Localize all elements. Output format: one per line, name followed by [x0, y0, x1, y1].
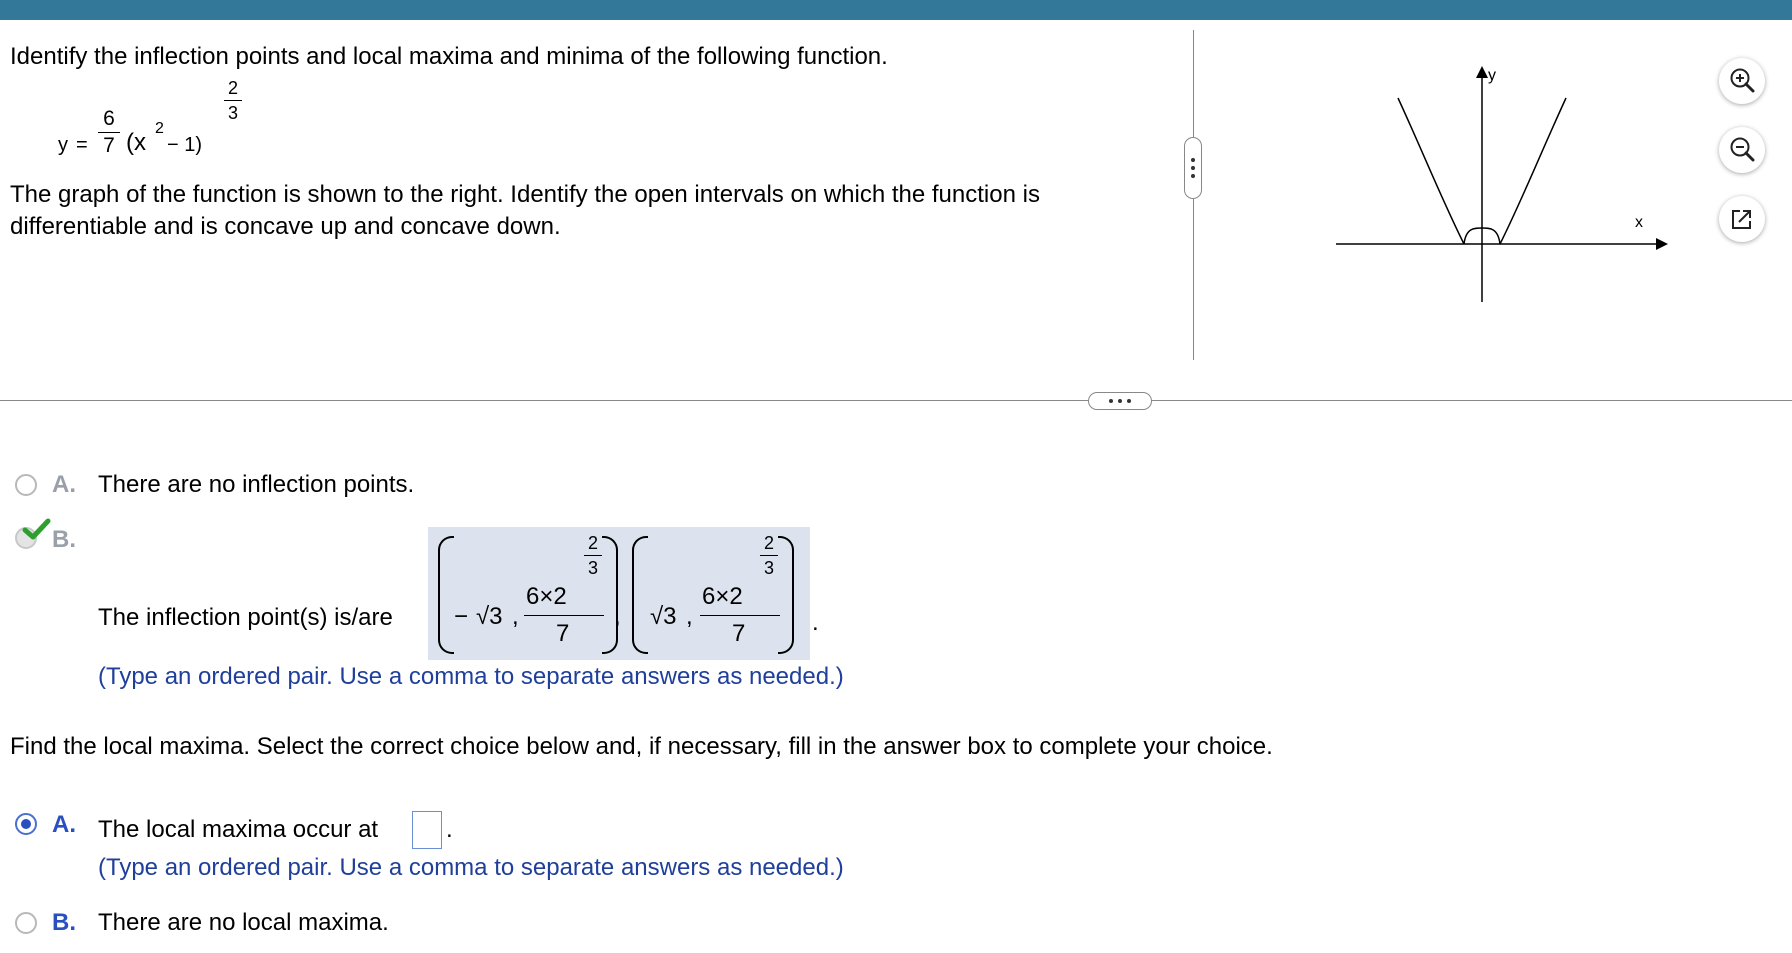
- correct-check-icon: [22, 518, 52, 542]
- point2-numerator: 6×2: [702, 583, 743, 610]
- zoom-in-button[interactable]: [1719, 58, 1765, 104]
- point1-x-sign: −: [454, 603, 469, 630]
- point2-exponent-denominator: 3: [763, 558, 774, 578]
- graph-instruction-line1: The graph of the function is shown to the right. Identify the open intervals on which the function is: [10, 181, 1040, 208]
- zoom-out-icon: [1727, 135, 1757, 165]
- point1-exponent: [584, 533, 602, 578]
- function-base-exponent: 2: [155, 120, 164, 137]
- y-axis-label: y: [1488, 67, 1496, 84]
- function-graph: [1330, 60, 1670, 310]
- point2-x-root: √3: [650, 603, 677, 630]
- inflection-option-a-radio[interactable]: [15, 474, 37, 496]
- point1-numerator: 6×2: [526, 583, 567, 610]
- maxima-option-a-radio[interactable]: [15, 813, 37, 835]
- point2-right-paren: [778, 536, 794, 654]
- point1-right-paren: [602, 536, 618, 654]
- point2-comma: ,: [686, 603, 693, 630]
- x-axis-arrow: [1656, 238, 1668, 250]
- graph-instruction-line2: differentiable and is concave up and concave down.: [10, 213, 561, 240]
- vertical-resize-handle[interactable]: [1184, 137, 1202, 199]
- point1-denominator: 7: [556, 620, 570, 647]
- zoom-out-button[interactable]: [1719, 127, 1765, 173]
- popout-button[interactable]: [1719, 196, 1765, 242]
- y-axis-arrow: [1476, 66, 1488, 78]
- point2-exponent: [760, 533, 778, 578]
- points-separator: ,: [614, 603, 621, 630]
- function-lhs: y: [58, 134, 68, 156]
- maxima-option-a-period: .: [446, 816, 453, 843]
- graph-curve-left-branch: [1398, 98, 1464, 244]
- point1-x-root: √3: [476, 603, 503, 630]
- horizontal-divider: [0, 400, 1792, 401]
- function-equals: =: [76, 134, 88, 156]
- point2-denominator: 7: [732, 620, 746, 647]
- horizontal-resize-handle[interactable]: [1088, 392, 1152, 410]
- coef-denominator: 7: [103, 134, 115, 157]
- maxima-option-b-radio[interactable]: [15, 912, 37, 934]
- point2-left-paren: [632, 536, 648, 654]
- inflection-end-period: .: [812, 609, 819, 636]
- point2-fraction-bar: [700, 615, 780, 616]
- function-coefficient: [98, 108, 120, 157]
- point1-exponent-denominator: 3: [587, 558, 598, 578]
- inflection-hint: (Type an ordered pair. Use a comma to separate answers as needed.): [98, 663, 844, 690]
- point2-exponent-numerator: 2: [763, 533, 774, 553]
- exp-denominator: 3: [227, 103, 238, 123]
- maxima-option-b-text[interactable]: There are no local maxima.: [98, 909, 389, 936]
- x-axis-label: x: [1635, 214, 1643, 231]
- maxima-option-a-text[interactable]: The local maxima occur at: [98, 816, 379, 843]
- maxima-option-a-letter: A.: [52, 811, 76, 838]
- exp-numerator: 2: [227, 78, 238, 98]
- point1-comma: ,: [512, 603, 519, 630]
- zoom-in-icon: [1727, 66, 1757, 96]
- point1-fraction-bar: [524, 615, 604, 616]
- inflection-option-b-text: The inflection point(s) is/are: [98, 604, 393, 631]
- inflection-option-a-letter: A.: [52, 471, 76, 498]
- popout-icon: [1727, 204, 1757, 234]
- maxima-answer-input[interactable]: [412, 811, 442, 849]
- point1-exponent-numerator: 2: [587, 533, 598, 553]
- point1-left-paren: [438, 536, 454, 654]
- inflection-option-a-text[interactable]: There are no inflection points.: [98, 471, 415, 498]
- coef-numerator: 6: [103, 107, 115, 130]
- inflection-option-b-letter: B.: [52, 526, 76, 553]
- maxima-hint: (Type an ordered pair. Use a comma to separate answers as needed.): [98, 854, 844, 881]
- graph-curve-right-branch: [1500, 98, 1566, 244]
- function-outer-exponent: [224, 78, 242, 123]
- maxima-prompt: Find the local maxima. Select the correct choice below and, if necessary, fill in the answer box to complete your choice.: [10, 733, 1273, 760]
- maxima-option-b-letter: B.: [52, 909, 76, 936]
- function-base: (x: [126, 129, 146, 156]
- top-bar: [0, 0, 1792, 20]
- question-prompt: Identify the inflection points and local maxima and minima of the following function.: [10, 43, 888, 70]
- inflection-answer-box: [428, 527, 810, 660]
- function-base-tail: − 1): [167, 134, 203, 156]
